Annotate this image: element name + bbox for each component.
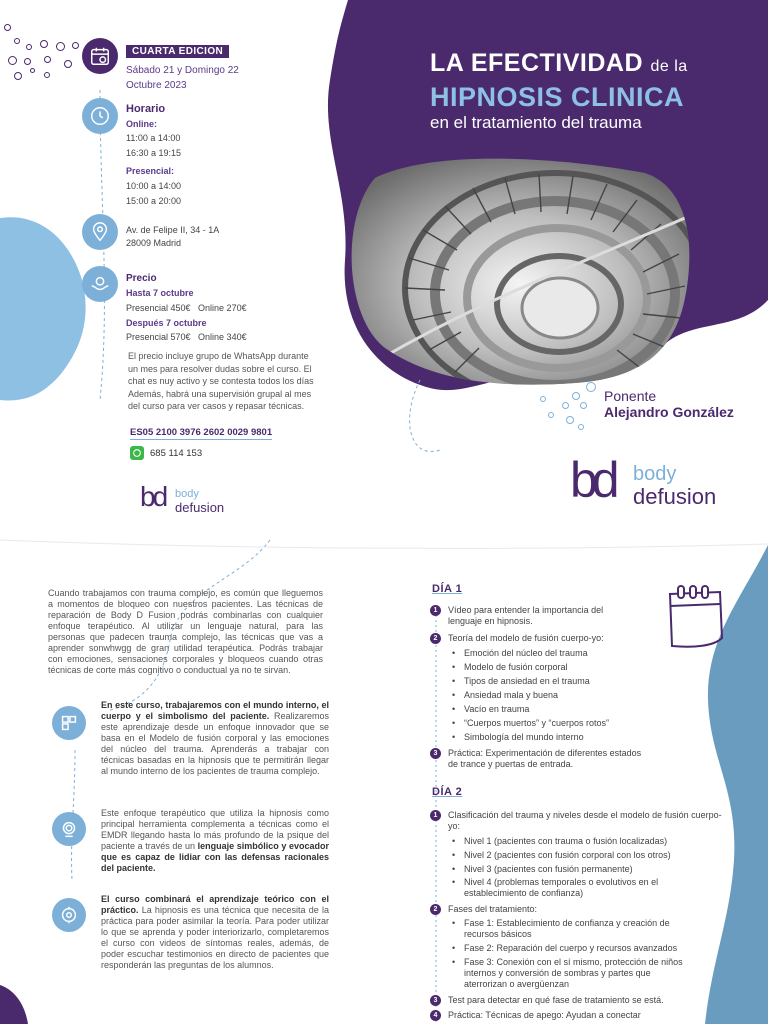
day1-item-2 <box>432 633 732 644</box>
address-line1: Av. de Felipe II, 34 - 1A <box>126 225 220 235</box>
day1-item-1 <box>432 605 732 627</box>
iban[interactable]: ES05 2100 3976 2602 0029 9801 <box>130 427 273 438</box>
price-until-values: Presencial 450€ Online 270€ <box>126 303 247 313</box>
step-number: 2 <box>430 633 441 644</box>
day2-title: DÍA 2 <box>432 786 463 798</box>
whatsapp-contact[interactable] <box>130 446 202 460</box>
day1-bullet: • Vacío en trauma <box>464 704 724 715</box>
calendar-icon <box>82 38 118 74</box>
price-note-line: Además, habrá una supervisión grupal al mes <box>128 388 312 399</box>
day1-bullet: • Simbología del mundo interno <box>464 732 724 743</box>
brand-word1-small: body <box>175 488 199 500</box>
schedule-title: Horario <box>126 103 166 115</box>
day2-item-4 <box>432 1010 732 1021</box>
day1-bullet: • Modelo de fusión corporal <box>464 662 724 673</box>
price-title: Precio <box>126 273 157 284</box>
feature-2-text: Este enfoque terapéutico que utiliza la hipnosis como principal herramienta complementa a técnicas como el EMDR llegando hasta lo más profundo de la psique del paciente a través de un <box>101 808 329 851</box>
price-until-label: Hasta 7 octubre <box>126 288 194 298</box>
day2-bullet: • Nivel 4 (problemas temporales o evolutivos en el establecimiento de confianza) <box>464 877 694 899</box>
presencial-label: Presencial: <box>126 166 175 176</box>
price-after-label: Después 7 octubre <box>126 318 207 328</box>
feature-paragraph-2 <box>101 808 329 874</box>
presencial-time-2: 15:00 a 20:00 <box>126 196 182 206</box>
brand-word2: defusion <box>633 484 717 509</box>
address-line2: 28009 Madrid <box>126 238 182 248</box>
price-note <box>128 350 348 413</box>
online-time-1: 11:00 a 14:00 <box>126 133 181 143</box>
title-line1-small: de la <box>650 58 688 75</box>
day1-bullet: • Ansiedad mala y buena <box>464 690 724 701</box>
day2-bullet: • Fase 3: Conexión con el sí mismo, protección de niños internos y conversión de sombras y partes que aterrorizan o avergüenzan <box>464 957 694 990</box>
title-line1-big: LA EFECTIVIDAD <box>430 49 644 77</box>
step-number: 3 <box>430 995 441 1006</box>
brand-logo-small <box>140 481 250 520</box>
step-number: 1 <box>430 810 441 821</box>
day2-bullet: • Nivel 2 (pacientes con fusión corporal con los otros) <box>464 850 724 861</box>
step-text: Teoría del modelo de fusión cuerpo-yo: <box>448 633 604 643</box>
online-label: Online: <box>126 119 157 129</box>
brand-word1: body <box>633 463 677 485</box>
feature-paragraph-1 <box>101 700 329 777</box>
step-number: 1 <box>430 605 441 616</box>
course-title <box>430 48 750 134</box>
clock-icon <box>82 98 118 134</box>
day2-item-1 <box>432 810 732 832</box>
online-time-2: 16:30 a 19:15 <box>126 148 182 158</box>
phone-number: 685 114 153 <box>150 447 203 459</box>
brand-mark: bd <box>570 452 614 508</box>
title-line3: en el tratamiento del trauma <box>430 113 642 132</box>
day1-title: DÍA 1 <box>432 583 463 595</box>
day2-bullet: • Nivel 1 (pacientes con trauma o fusión localizadas) <box>464 836 724 847</box>
step-number: 4 <box>430 1010 441 1021</box>
price-note-line: un mes para resolver dudas sobre el curso. El <box>128 363 312 374</box>
step-text: Clasificación del trauma y niveles desde el modelo de fusión cuerpo-yo: <box>448 810 722 831</box>
step-text: Test para detectar en qué fase de tratamiento se está. <box>448 995 664 1005</box>
price-after-values: Presencial 570€ Online 340€ <box>126 332 247 342</box>
location-pin-icon <box>82 214 118 250</box>
feature-paragraph-3 <box>101 894 329 971</box>
title-line2: HIPNOSIS CLINICA <box>430 82 685 112</box>
day1-bullet: • Emoción del núcleo del trauma <box>464 648 724 659</box>
day2-bullet: • Nivel 3 (pacientes con fusión permanente) <box>464 864 724 875</box>
puzzle-head-icon <box>52 706 86 740</box>
presencial-time-1: 10:00 a 14:00 <box>126 181 182 191</box>
hypnosis-icon <box>52 812 86 846</box>
date-line1: Sábado 21 y Domingo 22 <box>126 65 239 76</box>
step-text: Práctica: Técnicas de apego: Ayudan a conectar <box>448 1010 641 1020</box>
feature-3-text: La hipnosis es una técnica que necesita de la práctica para poder asimilar la teoría. Para poder utilizar lo que se aprenda y poder interiorizarlo, completaremos el curso con videos de síntomas reales, además, de poder escuchar testimonios en directo de pacientes que responderán las preguntas de los alumnos. <box>101 905 329 970</box>
day1-bullet: • Tipos de ansiedad en el trauma <box>464 676 724 687</box>
step-number: 3 <box>430 748 441 759</box>
speaker <box>604 388 764 420</box>
whatsapp-icon <box>130 446 144 460</box>
speaker-label: Ponente <box>604 388 657 404</box>
intro-paragraph: Cuando trabajamos con trauma complejo, es común que lleguemos a momentos de bloqueo con nuestros pacientes. Las técnicas de reparación de Body D Fusion podrás combinarlas con cualquier enfoque terapéutico. Al utilizar un lenguaje natural, para las personas que padecen trauma complejo, las técnicas que vas a aprender sonwhwgg de gran utilidad terapéutica. Podrás trabajar con emociones, sensaciones corporales y bloqueos cuando otras técnicas de corte más cognitivo o conductual ya no te sirvan. <box>48 588 323 675</box>
date-line2: Octubre 2023 <box>126 80 187 91</box>
step-text: Fases del tratamiento: <box>448 904 538 914</box>
step-number: 2 <box>430 904 441 915</box>
step-text: Práctica: Experimentación de diferentes estados de trance y puertas de entrada. <box>448 748 642 769</box>
brain-gear-icon <box>52 898 86 932</box>
price-note-line: chat es nuy activo y se contesta todos los días <box>128 376 314 386</box>
day2-item-2 <box>432 904 732 915</box>
day2-bullet: • Fase 2: Reparación del cuerpo y recursos avanzados <box>464 943 704 954</box>
money-hands-icon <box>82 266 118 302</box>
brand-mark-small: bd <box>140 481 166 512</box>
brand-word2-small: defusion <box>175 500 225 515</box>
feature-3-bold: El curso combinará el aprendizaje teórico con el práctico. <box>101 894 329 915</box>
day2-item-3 <box>432 995 732 1006</box>
feature-1-bold: En este curso, trabajaremos con el mundo interno, el cuerpo y el simbolismo del paciente. <box>101 700 329 721</box>
feature-2-bold: lenguaje simbólico y evocador que es capaz de lidiar con las defensas racionales del paciente. <box>101 841 329 873</box>
price-note-line: El precio incluye grupo de WhatsApp durante <box>128 351 309 361</box>
speaker-name: Alejandro González <box>604 404 734 420</box>
staircase-photo <box>345 158 695 388</box>
day1-item-3 <box>432 748 732 770</box>
feature-1-text: Realizaremos este aprendizaje desde un enfoque innovador que se basa en el Modelo de fusión corporal y las emociones del núcleo del trauma. Aprenderás a trabajar con técnicas basadas en la hipnosis que te permitirán llegar al mundo interno de los pacientes de trauma complejo. <box>101 711 329 776</box>
price-note-line: del curso para ver casos y repasar técnicas. <box>128 401 305 411</box>
step-text: Vídeo para entender la importancia del lenguaje en hipnosis. <box>448 605 604 626</box>
day2-bullet: • Fase 1: Establecimiento de confianza y creación de recursos básicos <box>464 918 704 940</box>
edition-badge: CUARTA EDICION <box>126 45 229 58</box>
brand-logo-large <box>570 454 760 514</box>
day1-bullet: • “Cuerpos muertos” y “cuerpos rotos” <box>464 718 724 729</box>
